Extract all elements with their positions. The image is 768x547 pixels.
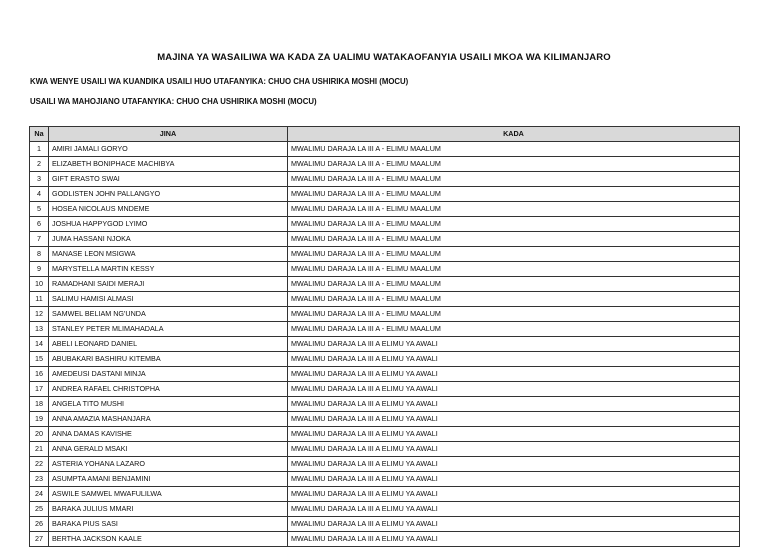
candidate-cadre: MWALIMU DARAJA LA III A ELIMU YA AWALI (288, 397, 740, 412)
row-number: 14 (30, 337, 49, 352)
table-row (30, 352, 740, 367)
table-row (30, 202, 740, 217)
row-number: 24 (30, 487, 49, 502)
candidate-name: BERTHA JACKSON KAALE (49, 532, 288, 547)
candidate-cadre: MWALIMU DARAJA LA III A ELIMU YA AWALI (288, 457, 740, 472)
candidate-name: BARAKA JULIUS MMARI (49, 502, 288, 517)
candidate-name: ANDREA RAFAEL CHRISTOPHA (49, 382, 288, 397)
row-number: 17 (30, 382, 49, 397)
table-header-row (30, 127, 740, 142)
table-row (30, 277, 740, 292)
table-row (30, 382, 740, 397)
document-title: MAJINA YA WASAILIWA WA KADA ZA UALIMU WATAKAOFANYIA USAILI MKOA WA KILIMANJARO (157, 52, 611, 63)
candidate-name: AMEDEUSI DASTANI MINJA (49, 367, 288, 382)
row-number: 8 (30, 247, 49, 262)
row-number: 1 (30, 142, 49, 157)
table-row (30, 232, 740, 247)
candidate-cadre: MWALIMU DARAJA LA III A - ELIMU MAALUM (288, 232, 740, 247)
row-number: 25 (30, 502, 49, 517)
table-row (30, 217, 740, 232)
row-number: 2 (30, 157, 49, 172)
candidate-cadre: MWALIMU DARAJA LA III A - ELIMU MAALUM (288, 247, 740, 262)
candidate-cadre: MWALIMU DARAJA LA III A - ELIMU MAALUM (288, 187, 740, 202)
row-number: 20 (30, 427, 49, 442)
row-number: 4 (30, 187, 49, 202)
candidate-name: GIFT ERASTO SWAI (49, 172, 288, 187)
candidate-name: ASWILE SAMWEL MWAFULILWA (49, 487, 288, 502)
candidate-cadre: MWALIMU DARAJA LA III A ELIMU YA AWALI (288, 517, 740, 532)
row-number: 13 (30, 322, 49, 337)
candidate-name: ANNA DAMAS KAVISHE (49, 427, 288, 442)
candidate-cadre: MWALIMU DARAJA LA III A ELIMU YA AWALI (288, 472, 740, 487)
candidate-name: MARYSTELLA MARTIN KESSY (49, 262, 288, 277)
candidate-cadre: MWALIMU DARAJA LA III A - ELIMU MAALUM (288, 322, 740, 337)
candidate-name: JUMA HASSANI NJOKA (49, 232, 288, 247)
candidate-cadre: MWALIMU DARAJA LA III A ELIMU YA AWALI (288, 487, 740, 502)
table-row (30, 262, 740, 277)
row-number: 23 (30, 472, 49, 487)
table-row (30, 472, 740, 487)
table-row (30, 142, 740, 157)
candidate-cadre: MWALIMU DARAJA LA III A - ELIMU MAALUM (288, 307, 740, 322)
row-number: 9 (30, 262, 49, 277)
header-number: Na (30, 127, 49, 142)
row-number: 16 (30, 367, 49, 382)
candidate-cadre: MWALIMU DARAJA LA III A ELIMU YA AWALI (288, 367, 740, 382)
header-name: JINA (49, 127, 288, 142)
candidate-name: AMIRI JAMALI GORYO (49, 142, 288, 157)
row-number: 19 (30, 412, 49, 427)
row-number: 26 (30, 517, 49, 532)
candidate-cadre: MWALIMU DARAJA LA III A - ELIMU MAALUM (288, 202, 740, 217)
candidate-name: ASTERIA YOHANA LAZARO (49, 457, 288, 472)
candidate-name: STANLEY PETER MLIMAHADALA (49, 322, 288, 337)
candidate-cadre: MWALIMU DARAJA LA III A ELIMU YA AWALI (288, 532, 740, 547)
table-row (30, 322, 740, 337)
candidate-name: MANASE LEON MSIGWA (49, 247, 288, 262)
table-row (30, 442, 740, 457)
table-row (30, 487, 740, 502)
candidate-name: ANGELA TITO MUSHI (49, 397, 288, 412)
candidate-name: HOSEA NICOLAUS MNDEME (49, 202, 288, 217)
row-number: 21 (30, 442, 49, 457)
table-row (30, 517, 740, 532)
candidate-cadre: MWALIMU DARAJA LA III A ELIMU YA AWALI (288, 412, 740, 427)
candidate-name: ASUMPTA AMANI BENJAMINI (49, 472, 288, 487)
table-row (30, 367, 740, 382)
table-row (30, 457, 740, 472)
oral-interview-venue: USAILI WA MAHOJIANO UTAFANYIKA: CHUO CHA USHIRIKA MOSHI (MOCU) (30, 97, 317, 106)
candidate-cadre: MWALIMU DARAJA LA III A ELIMU YA AWALI (288, 442, 740, 457)
row-number: 18 (30, 397, 49, 412)
table-row (30, 292, 740, 307)
row-number: 15 (30, 352, 49, 367)
table-row (30, 532, 740, 547)
candidate-cadre: MWALIMU DARAJA LA III A ELIMU YA AWALI (288, 427, 740, 442)
candidate-name: ELIZABETH BONIPHACE MACHIBYA (49, 157, 288, 172)
candidate-name: BARAKA PIUS SASI (49, 517, 288, 532)
table-row (30, 412, 740, 427)
candidate-name: SALIMU HAMISI ALMASI (49, 292, 288, 307)
table-row (30, 427, 740, 442)
candidate-cadre: MWALIMU DARAJA LA III A - ELIMU MAALUM (288, 157, 740, 172)
candidate-cadre: MWALIMU DARAJA LA III A - ELIMU MAALUM (288, 172, 740, 187)
table-row (30, 247, 740, 262)
candidate-cadre: MWALIMU DARAJA LA III A - ELIMU MAALUM (288, 277, 740, 292)
header-cadre: KADA (288, 127, 740, 142)
row-number: 27 (30, 532, 49, 547)
candidates-table (29, 126, 740, 547)
candidate-cadre: MWALIMU DARAJA LA III A ELIMU YA AWALI (288, 502, 740, 517)
row-number: 7 (30, 232, 49, 247)
table-row (30, 157, 740, 172)
table-row (30, 172, 740, 187)
candidate-name: GODLISTEN JOHN PALLANGYO (49, 187, 288, 202)
candidate-name: SAMWEL BELIAM NG'UNDA (49, 307, 288, 322)
table-row (30, 307, 740, 322)
row-number: 5 (30, 202, 49, 217)
row-number: 12 (30, 307, 49, 322)
candidate-name: RAMADHANI SAIDI MERAJI (49, 277, 288, 292)
row-number: 11 (30, 292, 49, 307)
candidate-cadre: MWALIMU DARAJA LA III A - ELIMU MAALUM (288, 217, 740, 232)
candidate-cadre: MWALIMU DARAJA LA III A - ELIMU MAALUM (288, 292, 740, 307)
table-row (30, 397, 740, 412)
row-number: 22 (30, 457, 49, 472)
candidate-name: ANNA AMAZIA MASHANJARA (49, 412, 288, 427)
candidate-name: ABUBAKARI BASHIRU KITEMBA (49, 352, 288, 367)
row-number: 10 (30, 277, 49, 292)
candidate-cadre: MWALIMU DARAJA LA III A - ELIMU MAALUM (288, 262, 740, 277)
candidate-cadre: MWALIMU DARAJA LA III A ELIMU YA AWALI (288, 352, 740, 367)
candidate-cadre: MWALIMU DARAJA LA III A ELIMU YA AWALI (288, 382, 740, 397)
written-interview-venue: KWA WENYE USAILI WA KUANDIKA USAILI HUO UTAFANYIKA: CHUO CHA USHIRIKA MOSHI (MOCU) (30, 77, 409, 86)
table-row (30, 187, 740, 202)
row-number: 6 (30, 217, 49, 232)
candidate-name: ANNA GERALD MSAKI (49, 442, 288, 457)
candidate-name: ABELI LEONARD DANIEL (49, 337, 288, 352)
candidate-cadre: MWALIMU DARAJA LA III A ELIMU YA AWALI (288, 337, 740, 352)
candidate-cadre: MWALIMU DARAJA LA III A - ELIMU MAALUM (288, 142, 740, 157)
table-row (30, 337, 740, 352)
row-number: 3 (30, 172, 49, 187)
candidate-name: JOSHUA HAPPYGOD LYIMO (49, 217, 288, 232)
table-row (30, 502, 740, 517)
